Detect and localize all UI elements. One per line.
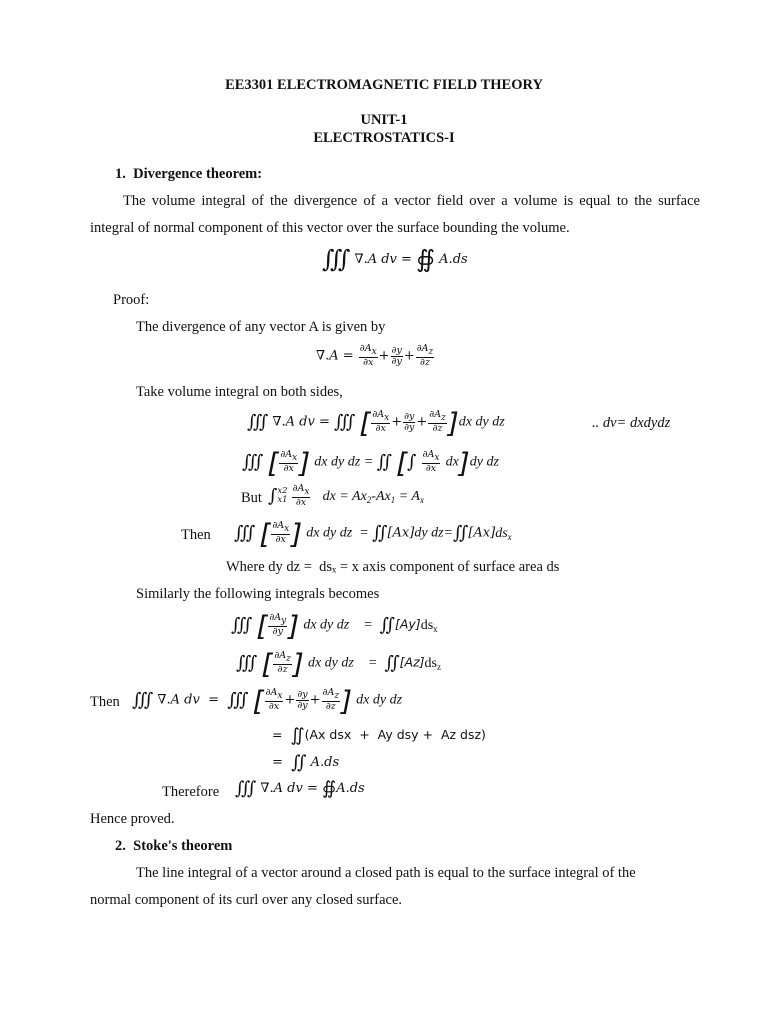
volume-integral-intro: Take volume integral on both sides, bbox=[136, 384, 343, 400]
therefore-label: Therefore bbox=[162, 784, 220, 800]
divergence-intro: The divergence of any vector A is given by bbox=[136, 319, 386, 335]
similarly-text: Similarly the following integrals becomes bbox=[136, 586, 380, 602]
equation-surface-result: = ∬ A.ds bbox=[272, 752, 340, 773]
course-title: EE3301 ELECTROMAGNETIC FIELD THEORY bbox=[225, 77, 543, 93]
equation-y-component: ∭ [ $\frac{\partial A_y}{\partial y}$ ] dx dy dz = $∬[Ay]ds_x$ bbox=[231, 609, 438, 643]
section-2-heading: 2. Stoke's theorem bbox=[115, 838, 233, 854]
equation-sum-components: = ∬(Ax dsx + Ay dsy + Az dsz) bbox=[272, 725, 486, 746]
theorem-statement-line-2: integral of normal component of this vector over the surface bounding the volume. bbox=[90, 220, 570, 236]
since-note: .. dv= dxdydz bbox=[592, 415, 671, 431]
equation-x-component: ∭ [ $\frac{\partial A_x}{\partial x}$ ] dx dy dz = ∬ [∫ $\frac{\partial A_x}{\partial x}$ dx]dy dz bbox=[242, 446, 499, 480]
but-label: But bbox=[241, 490, 262, 506]
equation-sum: ∭ ∇.A dv = ∭ [ $\frac{\partial A_x}{\partial x}$ + $\frac{\partial y}{\partial y}$ + $\frac{\partial A_z}{\partial z}$ ] dx dy dz bbox=[132, 684, 403, 718]
theorem-statement-line-1: The volume integral of the divergence of a vector field over a volume is equal to the surface bbox=[123, 193, 700, 209]
equation-volume-integral: ∭ ∇.A dv = ∭ [ $\frac{\partial A_x}{\partial x}$ + $\frac{\partial y}{\partial y}$ + $\frac{\partial A_z}{\partial z}$ ]dx dy dz bbox=[247, 406, 505, 440]
hence-proved: Hence proved. bbox=[90, 811, 175, 827]
equation-limits: ∫x2 x1 $\frac{\partial A_x}{\partial x}$ dx = $Ax_2-Ax_1 = A_x$ bbox=[268, 483, 424, 508]
equation-divergence-definition: ∇.A = $\frac{\partial A_x}{\partial x}$ + $\frac{\partial y}{\partial y}$ + $\frac{\partial A_z}{\partial z}$ bbox=[316, 343, 434, 368]
proof-label: Proof: bbox=[113, 292, 150, 308]
stokes-statement-line-1: The line integral of a vector around a closed path is equal to the surface integral of the bbox=[136, 865, 636, 881]
unit-title: ELECTROSTATICS-I bbox=[313, 130, 455, 146]
equation-conclusion: ∭ ∇.A dv = ∯A.ds bbox=[235, 778, 365, 799]
unit-number: UNIT-1 bbox=[360, 112, 408, 128]
stokes-statement-line-2: normal component of its curl over any closed surface. bbox=[90, 892, 403, 908]
equation-divergence-theorem: ∭ ∇.A dv = ∯ A.ds bbox=[322, 245, 468, 273]
then-label-2: Then bbox=[90, 694, 120, 710]
where-text: Where dy dz = dsₓ = x axis component of surface area ds bbox=[226, 559, 560, 575]
then-label: Then bbox=[181, 527, 211, 543]
section-1-heading: 1. Divergence theorem: bbox=[115, 166, 263, 182]
equation-z-component: ∭ [ $\frac{\partial A_z}{\partial z}$ ] dx dy dz = $∬[Az]ds_z$ bbox=[236, 647, 441, 681]
equation-x-surface: ∭ [ $\frac{\partial A_x}{\partial x}$ ] dx dy dz = ∬[Ax]dy $dz=∬[Ax]ds_x$ bbox=[234, 517, 512, 551]
